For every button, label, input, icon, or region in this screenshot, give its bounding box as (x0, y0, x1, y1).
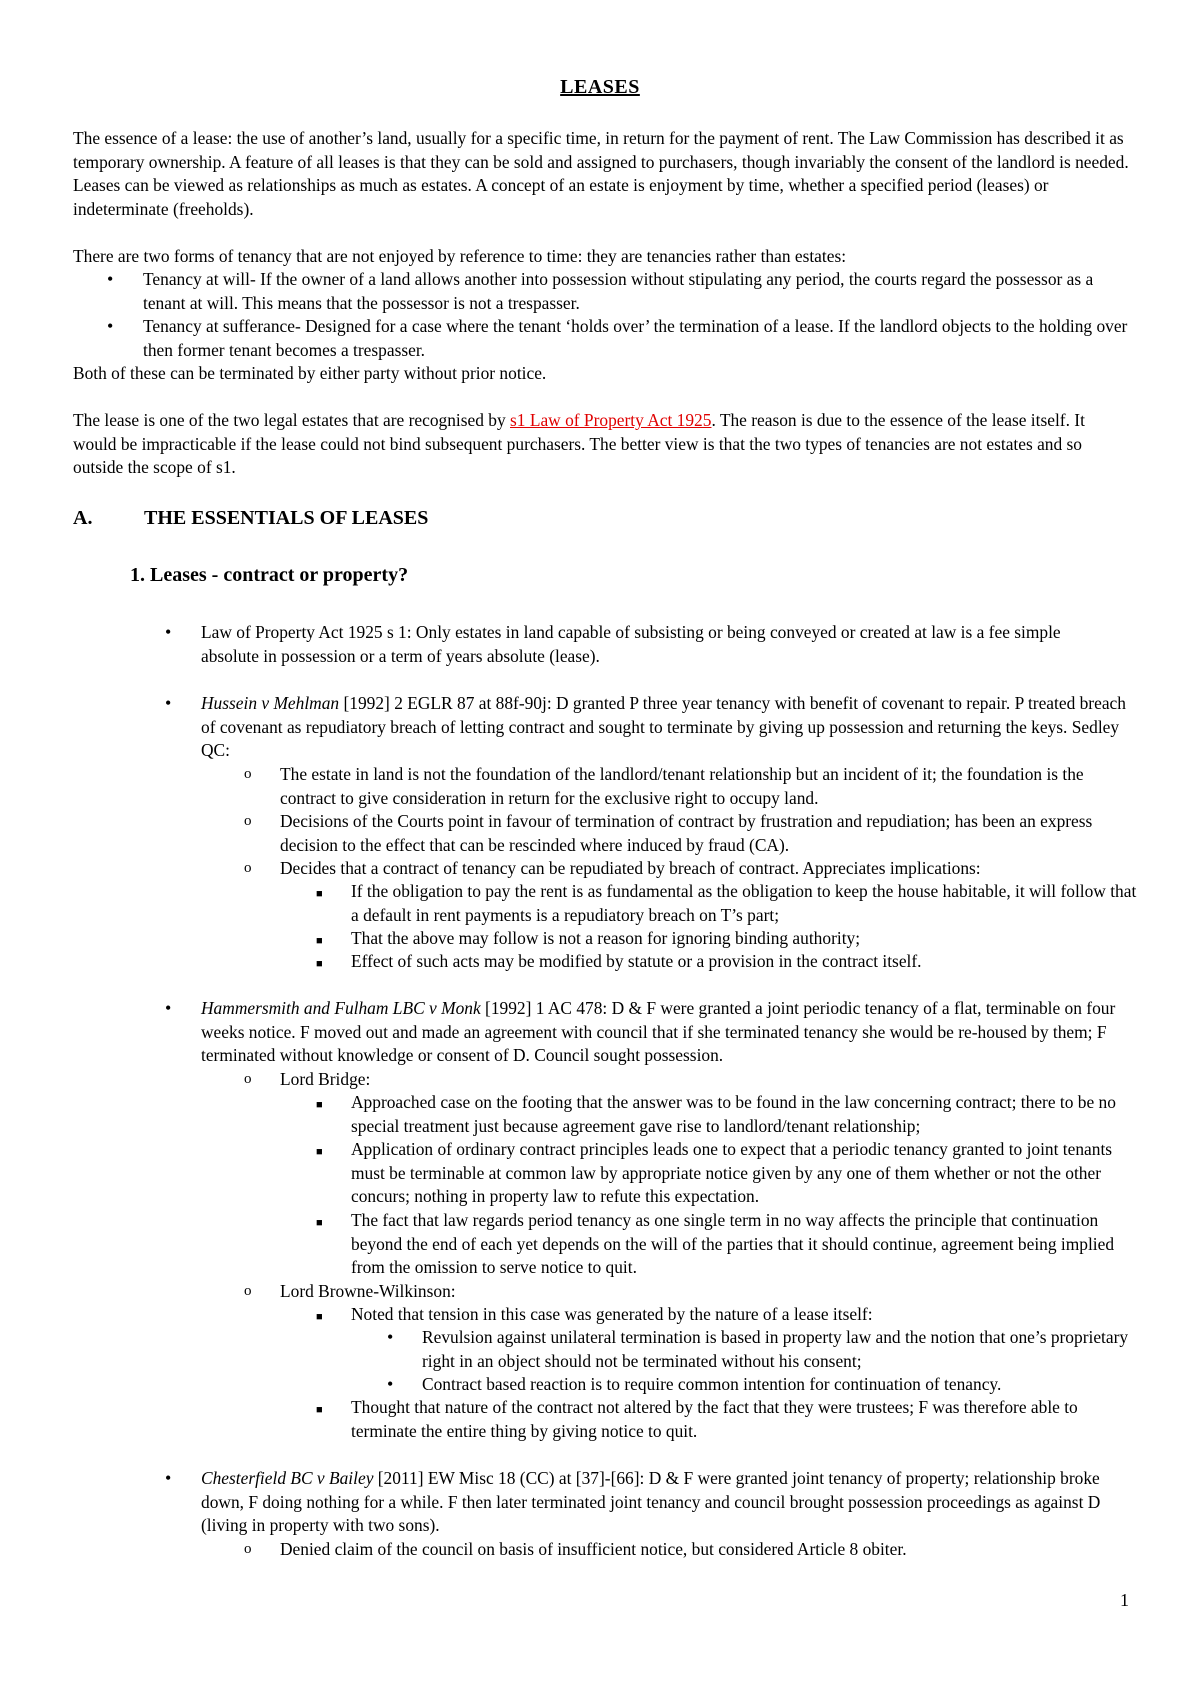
bullet-icon: • (107, 269, 114, 289)
case-name: Hussein v Mehlman (201, 693, 340, 713)
square-bullet-icon: ■ (316, 935, 323, 947)
bullet-icon: • (165, 622, 172, 642)
circle-bullet-icon: o (244, 766, 252, 782)
page-number: 1 (1120, 1590, 1129, 1610)
intro-paragraph-1: The essence of a lease: the use of another’s land, usually for a specific time, in return for the payment of rent. The Law Commission has described it as temporary ownership. A feature of all leases is that they can be sold and assigned to purchasers, though invariably the consent of the landlord is needed. Leases can be viewed as relationships as much as estates. A concept of an estate is enjoyment by time, whether a specified period (leases) or indeterminate (freeholds). (73, 128, 1129, 219)
square-bullet-icon: ■ (316, 1311, 323, 1323)
square-bullet-icon: ■ (316, 1146, 323, 1158)
square-bullet-icon: ■ (316, 958, 323, 970)
document-page: LEASES The essence of a lease: the use of another’s land, usually for a specific time, in return for the payment of rent. The Law Commission has described it as temporary ownership. A feature of all leases is that they can be sold and assigned to purchasers, though invariably the consent of the landlord is needed. Leases can be viewed as relationships as much as estates. A concept of an estate is enjoyment by time, whether a specified period (leases) or indeterminate (freeholds). There are two forms of tenancy that are not enjoyed by reference to time: they are tenancies rather than estates: • Tenancy at will- If the owner of a land allows another into possession without stipulating any period, the courts regard the possessor as a tenant at will. This means that the possessor is not a trespasser. • Tenancy at sufferance- Designed for a case where the tenant ‘holds over’ the termination of a lease. If the landlord objects to the holding over then former tenant becomes a trespasser. Both of these can be terminated by either party without prior notice. The lease is one of the two legal estates that are recognised by s1 Law of Property Act 1925. The reason is due to the essence of the lease itself. It would be impracticable if the lease could not bind subsequent purchasers. The better view is that the two types of tenancies are not estates and so outside the scope of s1. A. THE ESSENTIALS OF LEASES 1. Leases - contract or property? • Law of Property Act 1925 s 1: Only estates in land capable of subsisting or being conveyed or created at law is a fee simple absolute in possession or a term of years absolute (lease). • Hussein v Mehlman [1992] 2 EGLR 87 at 88f-90j: D granted P three year tenancy with benefit of covenant to repair. P treated breach of covenant as repudiatory breach of letting contract and sought to terminate by giving up possession and returning the keys. Sedley QC: o The estate in land is not the foundation of the landlord/tenant relationship but an incident of it; the foundation is the contract to give consideration in return for the exclusive right to occupy land. o Decisions of the Courts point in favour of termination of contract by frustration and repudiation; has been an express decision to the effect that can be rescinded where induced by fraud (CA). o Decides that a contract of tenancy can be repudiated by breach of contract. Appreciates implications: ■ If the obligation to pay the rent is as fundamental as the obligation to keep the house habitable, it will follow that a default in rent payments is a repudiatory breach on T’s part; ■ That the above may follow is not a reason for ignoring binding authority; ■ Effect of such acts may be modified by statute or a provision in the contract itself. • Hammersmith and Fulham LBC v Monk [1992] 1 AC 478: D & F were granted a joint periodic tenancy of a flat, terminable on four weeks notice. F moved out and made an agreement with council that if she terminated tenancy she would be re-housed by them; F terminated without knowledge or consent of D. Council sought possession. o Lord Bridge: ■ Approached case on the footing that the answer was to be found in the law concerning contract; there to be no special treatment just because agreement gave rise to landlord/tenant relationship; ■ Application of ordinary contract principles leads one to expect that a periodic tenancy granted to joint tenants must be terminable at common law by appropriate notice given by any one of them whether or not the other concurs; nothing in property law to refute this expectation. ■ The fact that law regards period tenancy as one single term in no way affects the principle that continuation beyond the end of each yet depends on the will of the parties that it should continue, agreement being implied from the omission to serve notice to quit. o Lord Browne-Wilkinson: ■ Noted that tension in this case was generated by the nature of a lease itself: • Revulsion against unilateral termination is based in property law and the notion that one’s proprietary right in an object should not be terminated without his consent; • Contract based reaction is to require common intention for continuation of tenancy. ■ Thought that nature of the contract not altered by the fact that they were trustees; F was therefore able to terminate the entire thing by giving notice to quit. • Chesterfield BC v Bailey [2011] EW Misc 18 (CC) at [37]-[66]: D & F were granted joint tenancy of property; relationship broke down, F doing nothing for a while. F then later terminated joint tenancy and council brought possession proceedings as against D (living in property with two sons). o Denied claim of the council on basis of insufficient notice, but considered Article 8 obiter. 1 (0, 0, 1200, 1698)
square-bullet-icon: ■ (316, 1099, 323, 1111)
square-bullet-icon: ■ (316, 1404, 323, 1416)
circle-bullet-icon: o (244, 1283, 252, 1299)
circle-bullet-icon: o (244, 1071, 252, 1087)
square-bullet-icon: ■ (316, 888, 323, 900)
bullet-icon: • (387, 1374, 394, 1394)
square-bullet-icon: ■ (316, 1217, 323, 1229)
intro-paragraph-2: There are two forms of tenancy that are not enjoyed by reference to time: they are tenancies rather than estates: (73, 246, 847, 266)
case-name: Chesterfield BC v Bailey (201, 1468, 374, 1488)
section-heading: THE ESSENTIALS OF LEASES (144, 507, 429, 529)
section-letter: A. (73, 507, 93, 529)
intro-paragraph-3: Both of these can be terminated by either party without prior notice. (73, 363, 547, 383)
circle-bullet-icon: o (244, 1541, 252, 1557)
bullet-icon: • (107, 316, 114, 336)
intro-paragraph-4: The lease is one of the two legal estates that are recognised by s1 Law of Property Act 1925. The reason is due to the essence of the lease itself. It would be impracticable if the lease could not bind subsequent purchasers. The better view is that the two types of tenancies are not estates and so outside the scope of s1. (73, 410, 1085, 477)
circle-bullet-icon: o (244, 860, 252, 876)
page-title: LEASES (560, 76, 640, 98)
bullet-icon: • (165, 1468, 172, 1488)
bullet-icon: • (165, 998, 172, 1018)
circle-bullet-icon: o (244, 813, 252, 829)
bullet-icon: • (387, 1327, 394, 1347)
statute-link[interactable]: s1 Law of Property Act 1925 (510, 410, 712, 430)
case-name: Hammersmith and Fulham LBC v Monk (201, 998, 481, 1018)
bullet-icon: • (165, 693, 172, 713)
subsection-heading: 1. Leases - contract or property? (130, 564, 409, 586)
